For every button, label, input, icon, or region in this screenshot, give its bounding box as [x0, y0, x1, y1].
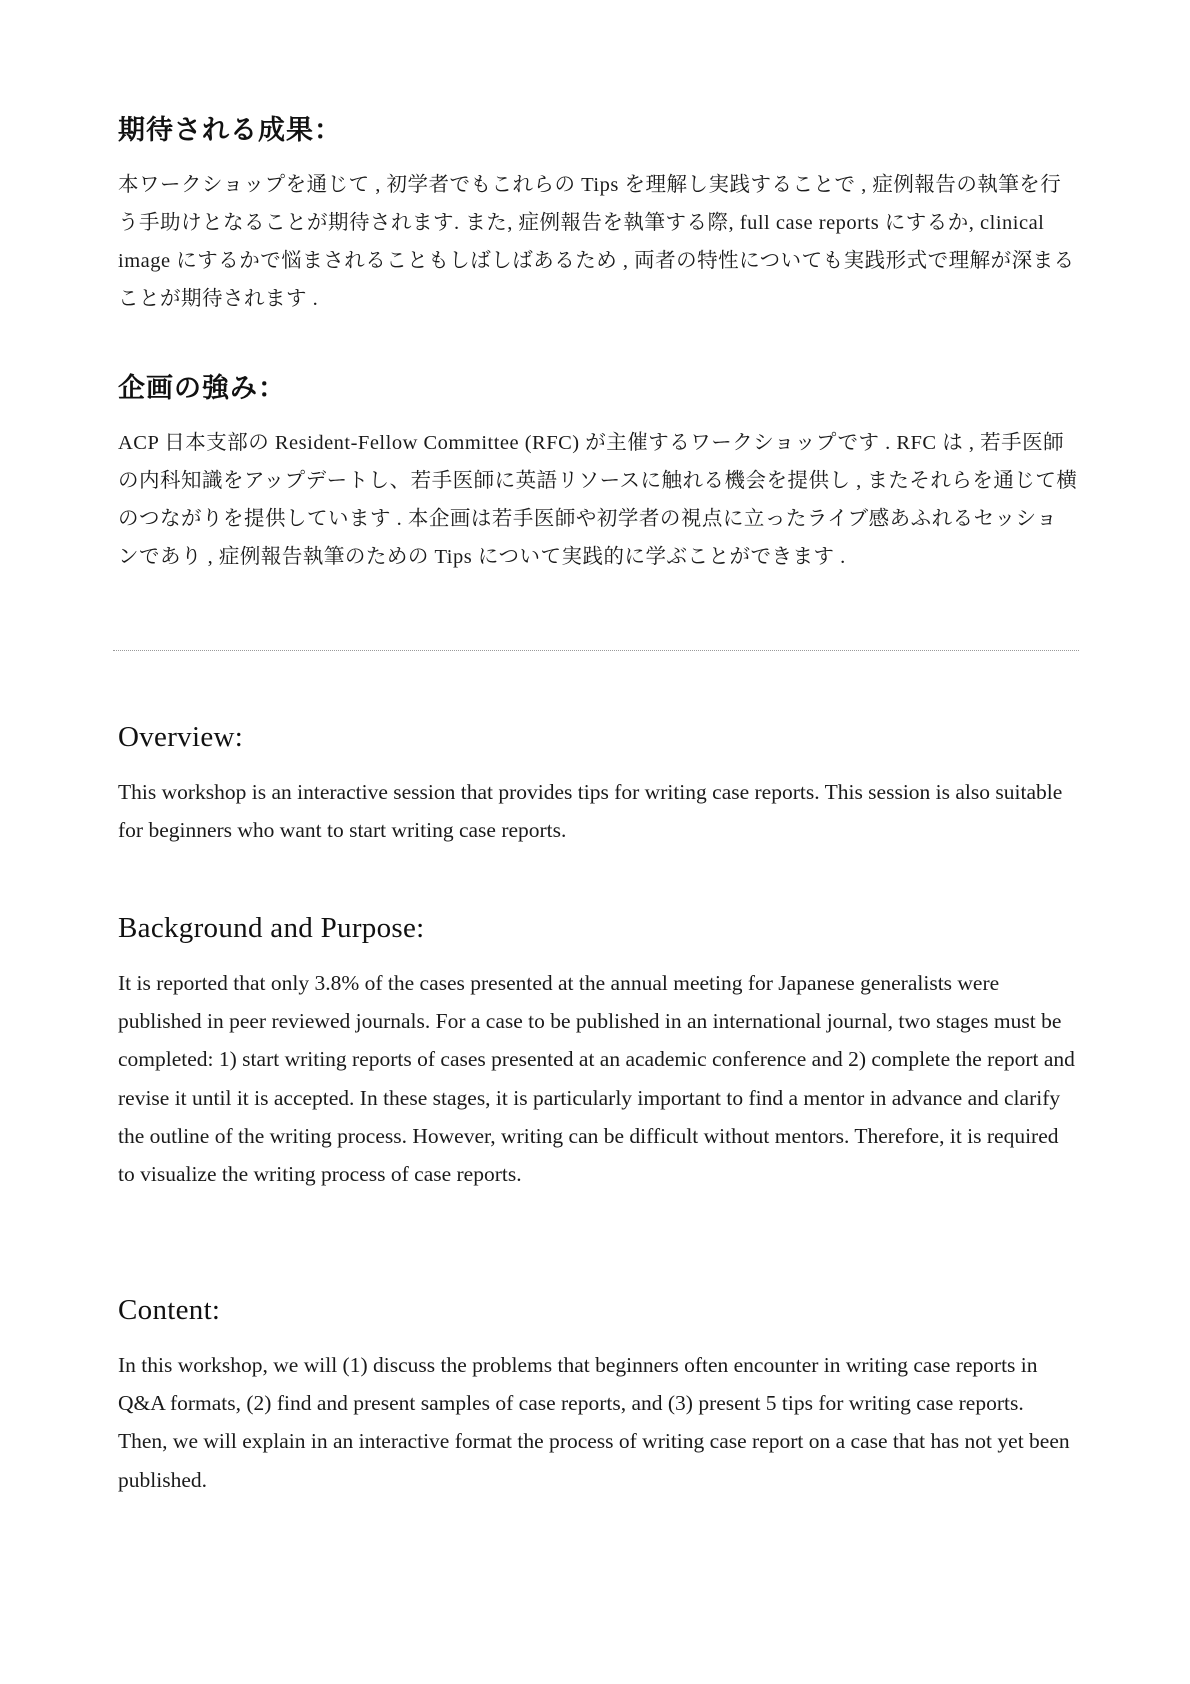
- content-section: [118, 1292, 1078, 1499]
- strengths-text: ACP 日本支部の Resident-Fellow Committee (RFC) が主催するワークショップです . RFC は , 若手医師の内科知識をアップデートし、若手医師に英語リソースに触れる機会を提供し , またそれらを通じて横のつながりを提供しています . 本企画は若手医師や初学者の視点に立ったライブ感あふれるセッションであり , 症例報告執筆のための Tips について実践的に学ぶことができます .: [118, 432, 1078, 568]
- overview-heading: Overview:: [118, 721, 244, 753]
- background-text: It is reported that only 3.8% of the cases presented at the annual meeting for Japanese generalists were published in peer reviewed journals. For a case to be published in an international journal, two stages must be completed: 1) start writing reports of cases presented at an academic conference and 2) complete the report and revise it until it is accepted. In these stages, it is particularly important to find a mentor in advance and clarify the outline of the writing process. However, writing can be difficult without mentors. Therefore, it is required to visualize the writing process of case reports.: [118, 971, 1075, 1187]
- expected-outcomes-heading: 期待される成果：: [118, 115, 342, 145]
- content-text: In this workshop, we will (1) discuss the problems that beginners often encounter in writing case reports in Q&A formats, (2) find and present samples of case reports, and (3) present 5 tips for writing case reports. Then, we will explain in an interactive format the process of writing case report on a case that has not yet been published.: [118, 1353, 1070, 1492]
- expected-outcomes-text: 本ワークショップを通じて , 初学者でもこれらの Tips を理解し実践することで , 症例報告の執筆を行う手助けとなることが期待されます. また, 症例報告を執筆する際, full case reports にするか, clinical image にするかで悩まされることもしばしばあるため , 両者の特性についても実践形式で理解が深まることが期待されます .: [118, 174, 1075, 310]
- background-heading: Background and Purpose:: [118, 912, 425, 944]
- overview-section: [118, 719, 1078, 849]
- strengths-heading: 企画の強み：: [118, 373, 286, 403]
- overview-text: This workshop is an interactive session that provides tips for writing case reports. This session is also suitable for beginners who want to start writing case reports.: [118, 780, 1063, 843]
- content-heading: Content:: [118, 1294, 221, 1326]
- background-section: [118, 910, 1078, 1193]
- strengths-section: [118, 370, 1078, 576]
- expected-outcomes-section: [118, 112, 1078, 318]
- section-divider: [113, 650, 1079, 651]
